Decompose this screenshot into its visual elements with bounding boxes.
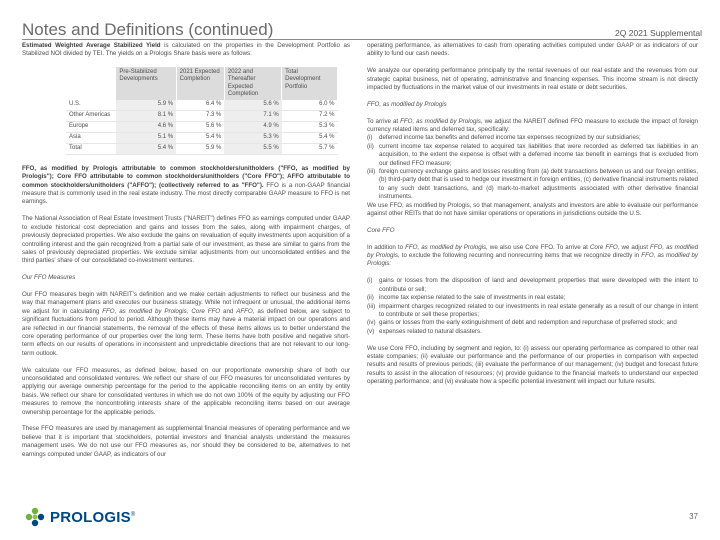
value-cell: 5.7 % (282, 143, 338, 154)
analyze-paragraph: We analyze our operating performance principally by the rental revenues of our real estate and the revenues from our strategic capital business, net of operating, administrative and financing expenses. This income stream is not directly impacted by fluctuations in the market value of our investments in real estate or debt securities. (367, 67, 698, 92)
region-cell: Asia (66, 132, 116, 143)
value-cell: 7.3 % (176, 110, 224, 121)
prologis-logo (24, 506, 134, 528)
value-cell: 5.4 % (282, 132, 338, 143)
logo-text: PROLOGIS (50, 509, 131, 526)
nareit-paragraph: The National Association of Real Estate Investment Trusts ("NAREIT") defines FFO as earnings computed under GAAP to exclude historical cost depreciation and gains and losses from the sales, along with impairment charges, of previously depreciated properties. We also exclude the gains on revaluation of equity investments upon acquisition of a controlling interest and the gain recognized from a partial sale of our investment, as these are similar to gains from the sales of previously depreciated properties. We exclude similar adjustments from our unconsolidated entities and the third parties' share of our consolidated co-investment ventures. (22, 215, 350, 265)
page-title: Notes and Definitions (continued) (22, 20, 274, 39)
list-marker: (iii) (367, 302, 376, 310)
text-run: FFO, as modified by Prologis: (367, 252, 698, 268)
list-marker: (i) (367, 277, 373, 285)
list-marker: (ii) (367, 294, 374, 302)
value-cell: 5.3 % (282, 121, 338, 132)
core-paragraph (367, 244, 698, 269)
header-cell: Pre-Stabilized Developments (116, 67, 176, 100)
value-cell: 4.9 % (224, 121, 281, 132)
prologis-leaf-icon (24, 506, 46, 528)
use-paragraph: We use FFO, as modified by Prologis, so that management, analysts and investors are able to evaluate our performance against other REITs that do not have similar operations or operations in jurisdictions outside the U.S. (367, 201, 698, 218)
header-cell: Total Development Portfolio (282, 67, 338, 100)
list-marker: (i) (367, 134, 373, 142)
ffo-term: FFO, as modified by Prologis attributable to common stockholders/unitholders ("FFO, as modified by Prologis"); Core FFO attributable to common stockholders/unitholders ("Core FFO"); AFFO attributable to common stockholders/unitholders ("AFFO"); (collectively referred to as "FFO"). (22, 164, 350, 189)
yield-intro (22, 42, 350, 59)
header-cell (66, 67, 116, 100)
text-run: In addition to (367, 243, 406, 251)
header-cell: 2022 and Thereafter Expected Completion (224, 67, 281, 100)
value-cell: 5.9 % (176, 143, 224, 154)
value-cell: 7.1 % (224, 110, 281, 121)
value-cell: 5.6 % (224, 100, 281, 110)
list-item (367, 303, 698, 320)
text-run: FFO, as modified by Prologis, (102, 307, 189, 315)
list-item (367, 134, 698, 142)
table-row (66, 143, 338, 154)
our-ffo-heading: Our FFO Measures (22, 274, 76, 282)
value-cell: 6.4 % (176, 100, 224, 110)
continued-paragraph: operating performance, as alternatives to cash from operating activities computed under GAAP or as indicators of our ability to fund our cash needs. (367, 42, 698, 58)
list-text: foreign currency exchange gains and losses resulting from (a) debt transactions between us and our foreign entities, (b) third-party debt that is used to hedge our investment in foreign entities, (c) derivative financial instruments related to any such debt transactions, and (d) mark-to-market adjustments associated with other derivative financial instruments. (379, 168, 698, 201)
value-cell: 8.1 % (116, 110, 176, 121)
region-cell: Other Americas (66, 110, 116, 121)
yield-table (66, 67, 338, 155)
list-marker: (iii) (367, 168, 376, 176)
region-cell: Europe (66, 121, 116, 132)
page-number: 37 (689, 512, 698, 521)
ffo-definition (22, 165, 350, 207)
value-cell: 4.6 % (116, 121, 176, 132)
text-run: Core FFO, (589, 243, 620, 251)
text-run: FFO, as modified by Prologis, (405, 243, 488, 251)
value-cell: 5.6 % (176, 121, 224, 132)
registered-mark: ® (130, 512, 136, 518)
list-text: gains or losses from the disposition of land and development properties that were developed with the intent to contribute or sell; (379, 277, 698, 293)
list-item (367, 294, 698, 302)
value-cell: 5.4 % (116, 143, 176, 154)
text-run: we also use Core FFO. To arrive at (487, 243, 590, 251)
usage-paragraph: These FFO measures are used by management as supplemental financial measures of operating performance and we believe that it is important that stockholders, potential investors and financial analysts understand the measures management uses. We do not use our FFO measures as, nor should they be considered to be, alternatives to net earnings computed under GAAP, as indicators of our (22, 425, 350, 458)
list-marker: (iv) (367, 319, 376, 327)
list-text: current income tax expense related to acquired tax liabilities that were recorded as deferred tax liabilities in an acquisition, to the extent the expense is offset with a deferred income tax benefit in earnings that is excluded from our defined FFO measure; (379, 142, 698, 167)
value-cell: 5.9 % (116, 100, 176, 110)
value-cell: 5.3 % (224, 132, 281, 143)
text-run: FFO, as modified by Prologis, (367, 243, 699, 260)
header-divider (22, 39, 698, 40)
table-row (66, 121, 338, 132)
list-text: impairment charges recognized related to our investments in real estate generally as a result of our change in intent to contribute or sell these properties; (379, 302, 698, 318)
core-adjustment-list (367, 277, 698, 336)
list-text: gains or losses from the early extinguishment of debt and redemption and repurchase of preferred stock; and (379, 319, 677, 327)
text-run: and (220, 307, 237, 315)
ffo-definition-text: FFO is a non-GAAP financial measure that is commonly used in the real estate industry. The most directly comparable GAAP measure to FFO is net earnings. (22, 181, 350, 206)
table-row (66, 110, 338, 121)
measures-paragraph (22, 291, 350, 358)
list-item (367, 319, 698, 327)
text-run: FFO, as modified by Prologis, (400, 117, 483, 125)
table-row (66, 100, 338, 110)
yield-table-header (66, 67, 338, 100)
list-marker: (v) (367, 327, 375, 335)
region-cell: Total (66, 143, 116, 154)
text-run: to exclude the following recurring and nonrecurring items that we recognize directly in (399, 252, 642, 260)
left-column (22, 42, 350, 467)
value-cell: 7.2 % (282, 110, 338, 121)
text-run: Our FFO measures begin with NAREIT's definition and we make certain adjustments to reflect our business and the way that management plans and executes our business strategy. While not infrequent or unusual, the additional items we adjust for in calculating (22, 290, 350, 315)
text-run: Core FFO (191, 307, 221, 315)
list-text: expenses related to natural disasters. (379, 327, 482, 335)
table-row (66, 132, 338, 143)
list-text: deferred income tax benefits and deferred income tax expenses recognized by our subsidiaries; (379, 134, 641, 142)
ffo-modified-heading: FFO, as modified by Prologis (367, 100, 447, 108)
yield-intro-text: is calculated on the properties in the Development Portfolio as Stabilized NOI divided by TEI. The yields on a Prologis Share basis were as follows: (22, 42, 350, 58)
list-item (367, 143, 698, 168)
core-ffo-heading: Core FFO (367, 226, 395, 234)
value-cell: 5.1 % (116, 132, 176, 143)
yield-term: Estimated Weighted Average Stabilized Yield (22, 42, 161, 49)
value-cell: 5.4 % (176, 132, 224, 143)
page-header (22, 20, 702, 44)
ffo-adjustment-list (367, 134, 698, 201)
text-run: we adjust the NAREIT defined FFO measure to exclude the impact of foreign currency related items and deferred tax, specifically: (367, 117, 698, 134)
region-cell: U.S. (66, 100, 116, 110)
list-item (367, 168, 698, 202)
list-marker: (ii) (367, 142, 374, 150)
list-text: income tax expense related to the sale of investments in real estate; (379, 294, 566, 302)
value-cell: 5.5 % (224, 143, 281, 154)
logo-wordmark (50, 509, 135, 526)
calculation-paragraph: We calculate our FFO measures, as defined below, based on our proportionate ownership share of both our unconsolidated and consolidated ventures. We reflect our share of our FFO measures for unconsolidated ventures by applying our average ownership percentage for the period to the applicable reconciling items on an entity by entity basis. We reflect our share for consolidated ventures in which we do not own 100% of the equity by adjusting our FFO measures to remove the noncontrolling interests share of the applicable reconciling items based on our average ownership percentage for the applicable periods. (22, 366, 350, 416)
list-item (367, 328, 698, 336)
text-run: we adjust (619, 243, 650, 251)
right-column (367, 42, 698, 395)
supplemental-label: 2Q 2021 Supplemental (615, 28, 702, 38)
core-use-paragraph: We use Core FFO, including by segment and region, to: (i) assess our operating performance as compared to other real estate companies; (ii) evaluate our performance and the performance of our properties in comparison with expected results and results of previous periods; (iii) evaluate the performance of our management; (iv) budget and forecast future results to assist in the allocation of resources; (v) provide guidance to the financial markets to understand our expected operating performance; and (vi) evaluate how a specific potential investment will impact our future results. (367, 344, 698, 386)
value-cell: 6.0 % (282, 100, 338, 110)
arrive-paragraph (367, 118, 698, 135)
text-run: AFFO, (236, 307, 255, 315)
text-run: as defined below, are subject to significant fluctuations from period to period. Although these items may have a material impact on our operations and are reflected in our financial statements, the removal of the effects of these items allows us to better understand the core operating performance of our properties over the long term. These items have both positive and negative short-term effects on our results of operations in inconsistent and unpredictable directions that are not relevant to our long-term outlook. (22, 307, 350, 357)
text-run: To arrive at (367, 117, 401, 125)
header-cell: 2021 Expected Completion (176, 67, 224, 100)
list-item (367, 277, 698, 294)
